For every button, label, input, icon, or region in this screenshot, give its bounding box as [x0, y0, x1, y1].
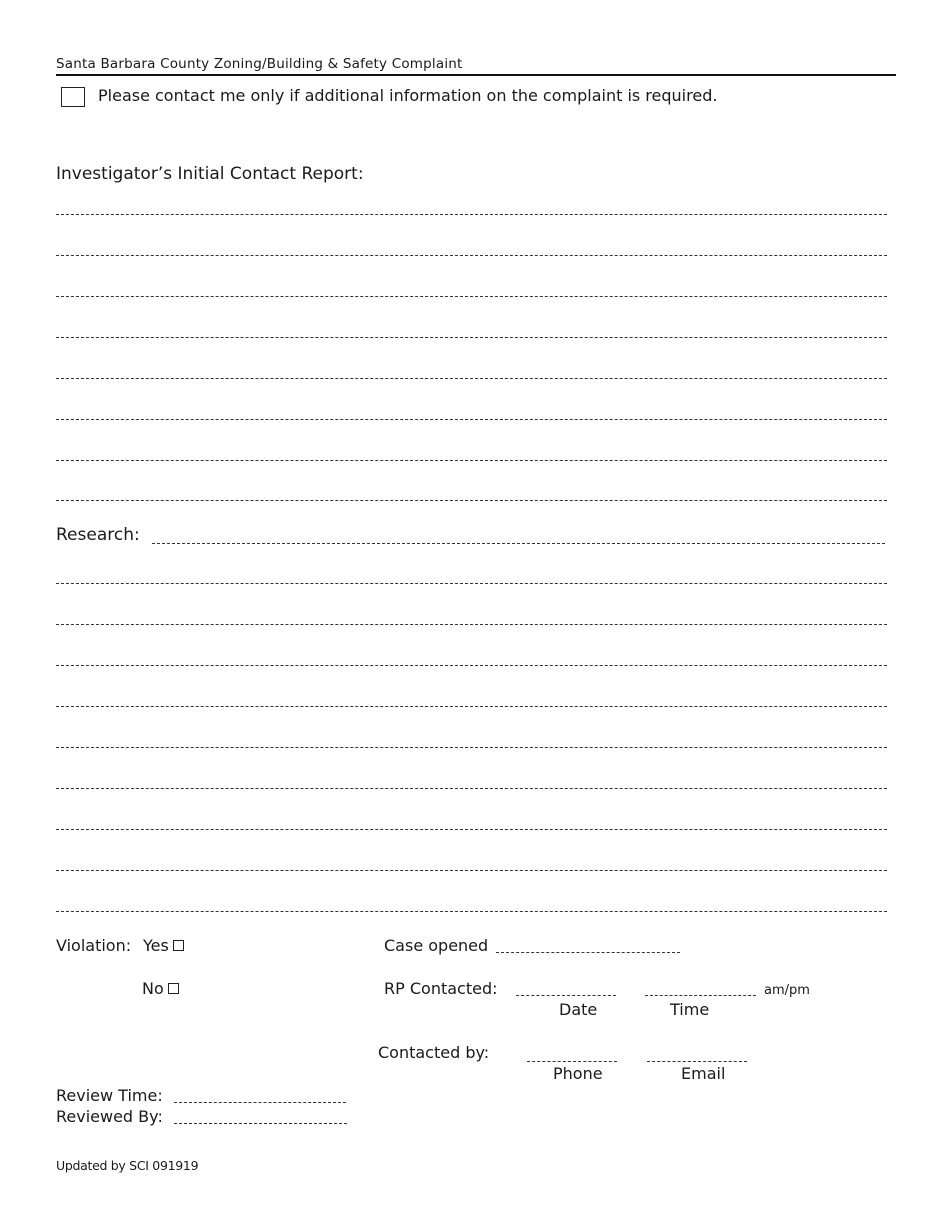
case-opened-input[interactable]	[496, 952, 680, 953]
initial-contact-line[interactable]	[56, 460, 887, 461]
reviewed-by-field	[56, 1107, 347, 1126]
initial-contact-line[interactable]	[56, 378, 887, 379]
initial-contact-line[interactable]	[56, 296, 887, 297]
email-caption: Email	[681, 1064, 726, 1083]
research-line[interactable]	[56, 665, 887, 666]
research-line[interactable]	[56, 788, 887, 789]
violation-yes-option[interactable]	[143, 936, 184, 955]
research-line[interactable]	[56, 829, 887, 830]
violation-yes-checkbox[interactable]	[173, 940, 184, 951]
rp-date-input[interactable]	[516, 995, 616, 996]
violation-no-checkbox[interactable]	[168, 983, 179, 994]
contact-only-checkbox[interactable]	[61, 87, 85, 107]
contacted-by-email-input[interactable]	[647, 1061, 747, 1062]
contacted-by-label: Contacted by:	[378, 1043, 490, 1062]
time-caption: Time	[670, 1000, 710, 1019]
reviewed-by-label: Reviewed By:	[56, 1107, 163, 1126]
contact-only-label: Please contact me only if additional information on the complaint is required.	[98, 86, 718, 105]
violation-no-option[interactable]	[142, 979, 179, 998]
rp-time-input[interactable]	[645, 995, 756, 996]
footer-updated-note: Updated by SCI 091919	[56, 1158, 199, 1173]
ampm-label: am/pm	[764, 983, 810, 998]
initial-contact-line[interactable]	[56, 500, 887, 501]
research-line[interactable]	[56, 583, 887, 584]
initial-contact-heading: Investigator’s Initial Contact Report:	[56, 164, 364, 184]
phone-caption: Phone	[553, 1064, 603, 1083]
review-time-label: Review Time:	[56, 1086, 163, 1105]
review-time-input[interactable]	[174, 1102, 346, 1103]
header-divider	[56, 74, 896, 76]
research-line[interactable]	[56, 624, 887, 625]
initial-contact-line[interactable]	[56, 419, 887, 420]
research-line[interactable]	[56, 870, 887, 871]
initial-contact-line[interactable]	[56, 255, 887, 256]
date-caption: Date	[559, 1000, 598, 1019]
form-header-title: Santa Barbara County Zoning/Building & Safety Complaint	[56, 56, 463, 72]
rp-contacted-label: RP Contacted:	[384, 979, 498, 998]
research-first-line[interactable]	[152, 543, 885, 544]
contacted-by-phone-input[interactable]	[527, 1061, 617, 1062]
case-opened-label: Case opened	[384, 936, 489, 955]
reviewed-by-input[interactable]	[174, 1123, 347, 1124]
research-line[interactable]	[56, 911, 887, 912]
initial-contact-line[interactable]	[56, 214, 887, 215]
review-time-field	[56, 1086, 346, 1105]
research-line[interactable]	[56, 747, 887, 748]
research-heading: Research:	[56, 525, 140, 545]
violation-no-label: No	[142, 979, 164, 998]
violation-yes-label: Yes	[143, 936, 169, 955]
violation-label: Violation:	[56, 936, 132, 955]
case-opened-field	[384, 936, 680, 955]
research-line[interactable]	[56, 706, 887, 707]
initial-contact-line[interactable]	[56, 337, 887, 338]
